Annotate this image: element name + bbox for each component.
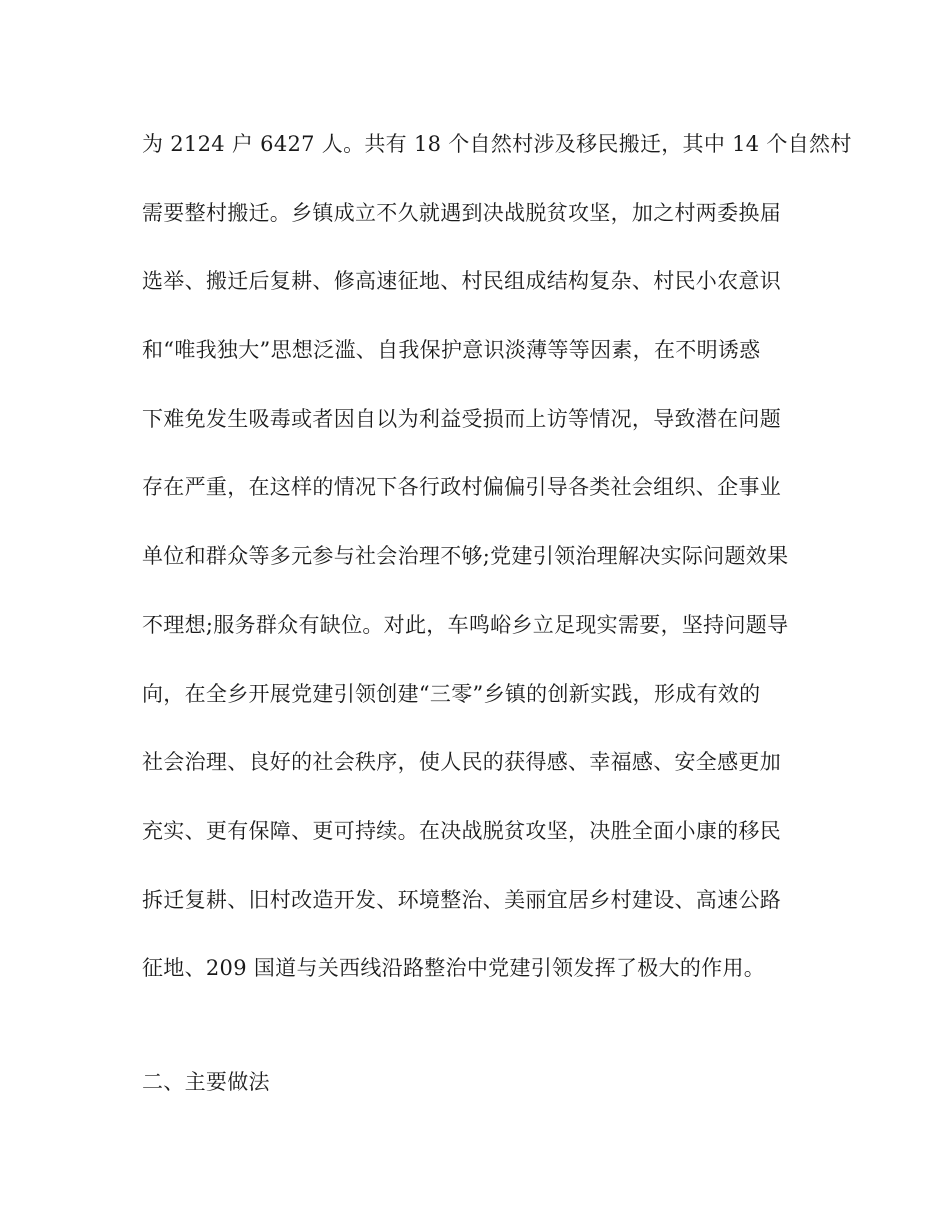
paragraph-line: 为 2124 户 6427 人。共有 18 个自然村涉及移民搬迁，其中 14 个自然村 [142, 132, 852, 156]
paragraph-line: 单位和群众等多元参与社会治理不够;党建引领治理解决实际问题效果 [142, 544, 789, 569]
paragraph-line: 征地、209 国道与关西线沿路整治中党建引领发挥了极大的作用。 [142, 956, 766, 981]
body-paragraph [142, 122, 852, 1015]
paragraph-line: 选举、搬迁后复耕、修高速征地、村民组成结构复杂、村民小农意识 [142, 269, 781, 294]
paragraph-line: 下难免发生吸毒或者因自以为利益受损而上访等情况，导致潜在问题 [142, 406, 781, 431]
paragraph-line: 存在严重，在这样的情况下各行政村偏偏引导各类社会组织、企事业 [142, 475, 781, 500]
section-heading: 二、主要做法 [142, 1070, 270, 1094]
paragraph-line: 拆迁复耕、旧村改造开发、环境整治、美丽宜居乡村建设、高速公路 [142, 887, 781, 912]
paragraph-line: 和“唯我独大”思想泛滥、自我保护意识淡薄等等因素，在不明诱惑 [142, 338, 761, 363]
paragraph-line: 需要整村搬迁。乡镇成立不久就遇到决战脱贫攻坚，加之村两委换届 [142, 200, 781, 225]
paragraph-line: 向，在全乡开展党建引领创建“三零”乡镇的创新实践，形成有效的 [142, 681, 761, 706]
paragraph-line: 充实、更有保障、更可持续。在决战脱贫攻坚，决胜全面小康的移民 [142, 818, 781, 843]
paragraph-line: 社会治理、良好的社会秩序，使人民的获得感、幸福感、安全感更加 [142, 750, 781, 775]
paragraph-line: 不理想;服务群众有缺位。对此，车鸣峪乡立足现实需要，坚持问题导 [142, 612, 789, 637]
